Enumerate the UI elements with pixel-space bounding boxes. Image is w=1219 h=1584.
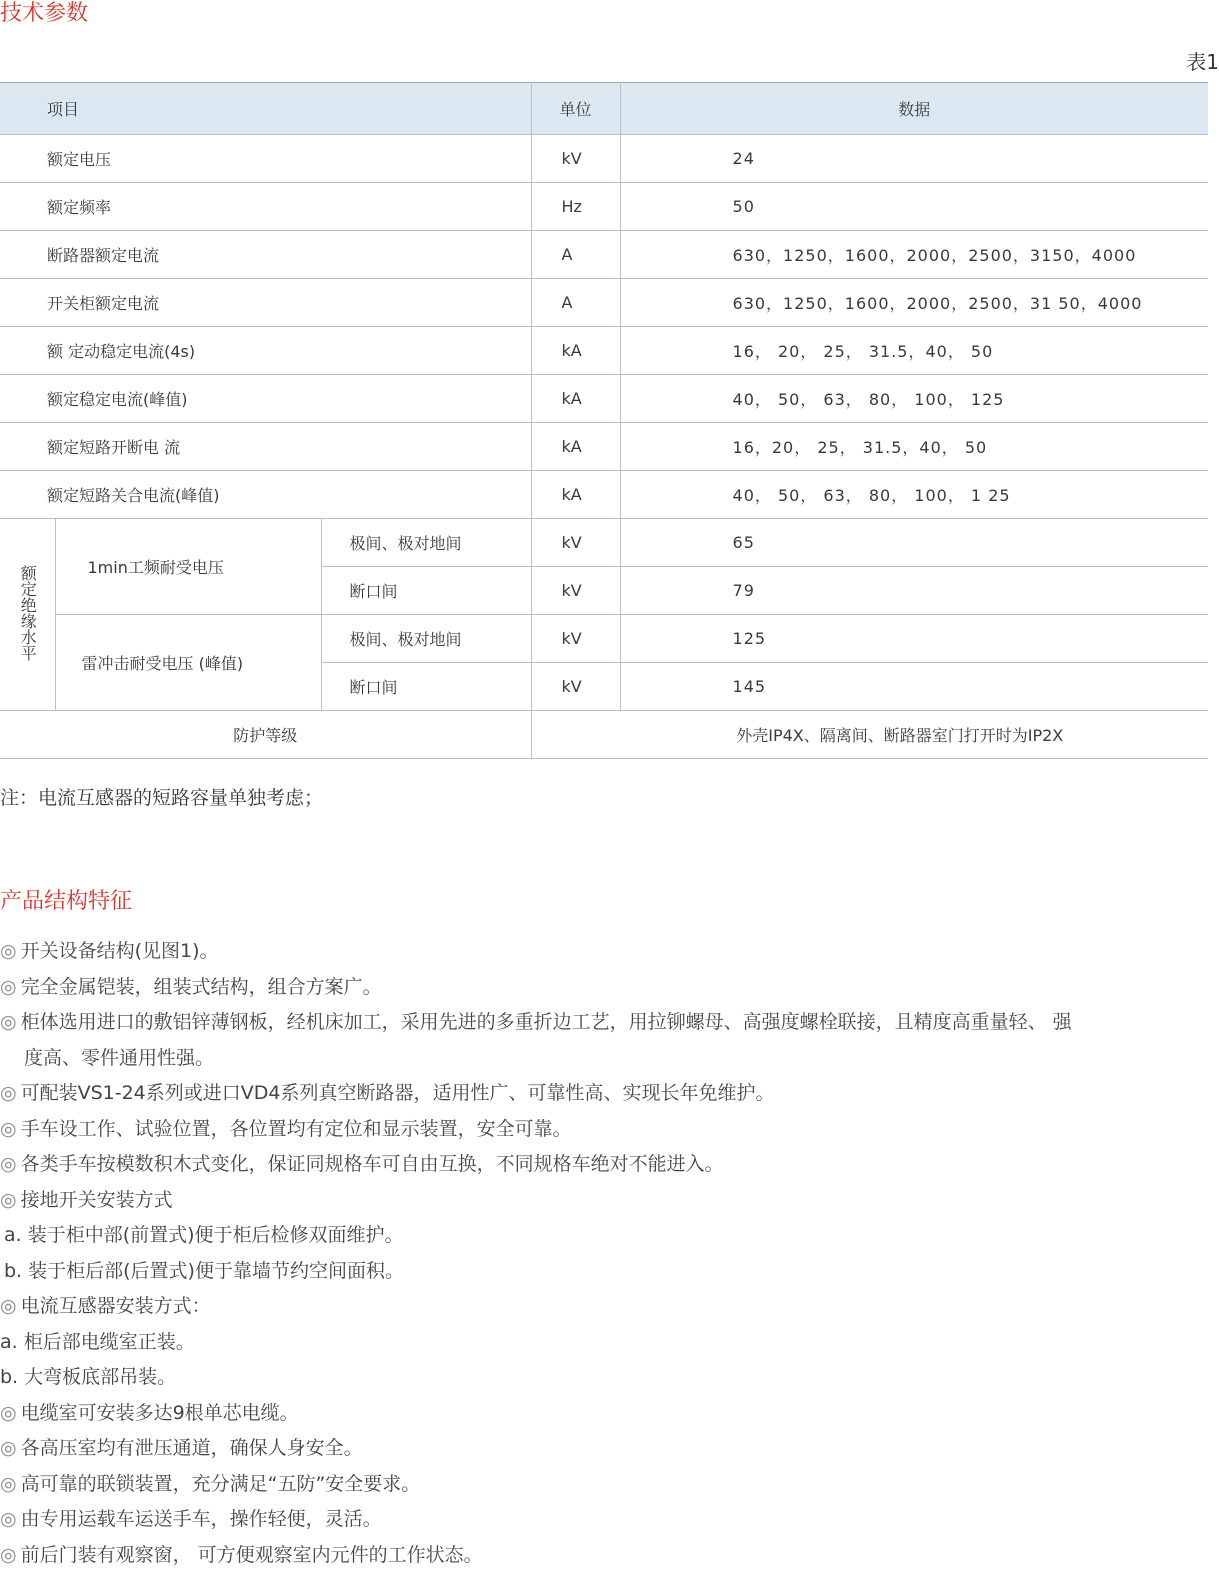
row-data: 40， 50， 63， 80， 100， 1 25	[620, 471, 1208, 519]
circle-bullet-icon: ◎	[0, 1543, 17, 1566]
circle-bullet-icon: ◎	[0, 1401, 17, 1424]
row-data: 40， 50， 63， 80， 100， 125	[620, 375, 1208, 423]
list-item: ◎ 完全金属铠装，组装式结构，组合方案广。	[0, 975, 382, 998]
list-item: ◎ 电缆室可安装多达9根单芯电缆。	[0, 1401, 299, 1424]
row-data: 65	[620, 519, 1208, 567]
feature-list	[0, 934, 1219, 1573]
list-item: ◎ 各高压室均有泄压通道，确保人身安全。	[0, 1437, 363, 1459]
protection-data: 外壳IP4X、隔离间、断路器室门打开时为IP2X	[531, 711, 1208, 759]
row-item: 额定短路开断电 流	[0, 423, 531, 471]
lightning-label: 雷冲击耐受电压 (峰值)	[55, 615, 321, 711]
table-row	[0, 711, 1208, 759]
list-item-sub: b. 大弯板底部吊装。	[0, 1366, 177, 1388]
table-row	[0, 423, 1208, 471]
circle-bullet-icon: ◎	[0, 1437, 17, 1459]
row-unit: kV	[531, 519, 620, 567]
row-unit: kV	[531, 135, 620, 183]
row-unit: A	[531, 279, 620, 327]
table-row	[0, 231, 1208, 279]
tech-params-table	[0, 82, 1208, 759]
table-row	[0, 615, 1208, 663]
row-data: 24	[620, 135, 1208, 183]
header-data: 数据	[620, 83, 1208, 135]
list-item: ◎ 柜体选用进口的敷铝锌薄钢板，经机床加工，采用先进的多重折边工艺，用拉铆螺母、高强度螺栓联接，且精度高重量轻、 强	[0, 1011, 1072, 1033]
row-unit: kV	[531, 615, 620, 663]
row-data: 16， 20， 25， 31.5，40， 50	[620, 327, 1208, 375]
list-item: ◎ 电流互感器安装方式：	[0, 1295, 211, 1317]
circle-bullet-icon: ◎	[0, 1082, 17, 1104]
insulation-group-label: 额定绝缘水平	[0, 519, 55, 711]
list-item: ◎ 可配装VS1-24系列或进口VD4系列真空断路器，适用性广、可靠性高、实现长年免维护。	[0, 1082, 775, 1104]
table-header-row	[0, 83, 1208, 135]
list-item-sub: a. 装于柜中部(前置式)便于柜后检修双面维护。	[4, 1224, 404, 1246]
list-item: ◎ 前后门装有观察窗， 可方便观察室内元件的工作状态。	[0, 1543, 483, 1566]
table-row	[0, 135, 1208, 183]
row-data: 16，20， 25， 31.5，40， 50	[620, 423, 1208, 471]
row-sub-item: 断口间	[321, 567, 531, 615]
list-item-sub: b. 装于柜后部(后置式)便于靠墙节约空间面积。	[4, 1259, 404, 1282]
list-item: ◎ 各类手车按模数积木式变化，保证同规格车可自由互换，不同规格车绝对不能进入。	[0, 1153, 724, 1175]
header-item: 项目	[0, 83, 531, 135]
table-row	[0, 279, 1208, 327]
row-unit: kV	[531, 567, 620, 615]
row-unit: kA	[531, 375, 620, 423]
row-item: 额定稳定电流(峰值)	[0, 375, 531, 423]
list-item: ◎ 手车设工作、试验位置，各位置均有定位和显示装置，安全可靠。	[0, 1117, 572, 1140]
circle-bullet-icon: ◎	[0, 975, 17, 998]
circle-bullet-icon: ◎	[0, 1295, 17, 1317]
protection-item: 防护等级	[0, 711, 531, 759]
circle-bullet-icon: ◎	[0, 1011, 17, 1033]
header-unit: 单位	[531, 83, 620, 135]
row-item: 额 定动稳定电流(4s)	[0, 327, 531, 375]
row-item: 额定电压	[0, 135, 531, 183]
list-item: ◎ 由专用运载车运送手车，操作轻便，灵活。	[0, 1508, 382, 1530]
row-unit: kA	[531, 471, 620, 519]
row-unit: kA	[531, 423, 620, 471]
row-item: 开关柜额定电流	[0, 279, 531, 327]
section-title-structure-features: 产品结构特征	[0, 889, 133, 914]
circle-bullet-icon: ◎	[0, 1188, 17, 1211]
list-item: ◎ 开关设备结构(见图1)。	[0, 940, 219, 962]
list-item-sub: a. 柜后部电缆室正装。	[0, 1330, 195, 1353]
circle-bullet-icon: ◎	[0, 1472, 17, 1495]
row-sub-item: 断口间	[321, 663, 531, 711]
row-unit: A	[531, 231, 620, 279]
table-row	[0, 327, 1208, 375]
row-data: 630，1250，1600，2000，2500，3150，4000	[620, 231, 1208, 279]
row-item: 额定短路关合电流(峰值)	[0, 471, 531, 519]
row-unit: kA	[531, 327, 620, 375]
row-unit: kV	[531, 663, 620, 711]
circle-bullet-icon: ◎	[0, 1117, 17, 1140]
row-sub-item: 极间、极对地间	[321, 615, 531, 663]
table-row	[0, 375, 1208, 423]
circle-bullet-icon: ◎	[0, 940, 17, 962]
table-row	[0, 519, 1208, 567]
table-row	[0, 183, 1208, 231]
row-item: 断路器额定电流	[0, 231, 531, 279]
table-row	[0, 471, 1208, 519]
row-sub-item: 极间、极对地间	[321, 519, 531, 567]
circle-bullet-icon: ◎	[0, 1508, 17, 1530]
section-title-tech-params: 技术参数	[0, 1, 89, 26]
power-freq-label: 1min工频耐受电压	[55, 519, 321, 615]
circle-bullet-icon: ◎	[0, 1153, 17, 1175]
row-data: 145	[620, 663, 1208, 711]
row-item: 额定频率	[0, 183, 531, 231]
list-item: ◎ 高可靠的联锁装置，充分满足“五防”安全要求。	[0, 1472, 421, 1495]
row-data: 125	[620, 615, 1208, 663]
list-item-continuation: 度高、零件通用性强。	[24, 1046, 215, 1069]
row-data: 50	[620, 183, 1208, 231]
list-item: ◎ 接地开关安装方式	[0, 1188, 173, 1211]
table-number-label: 表1	[1186, 50, 1219, 74]
row-data: 79	[620, 567, 1208, 615]
row-data: 630，1250，1600，2000，2500，31 50，4000	[620, 279, 1208, 327]
table-note: 注：电流互感器的短路容量单独考虑；	[0, 787, 324, 809]
row-unit: Hz	[531, 183, 620, 231]
